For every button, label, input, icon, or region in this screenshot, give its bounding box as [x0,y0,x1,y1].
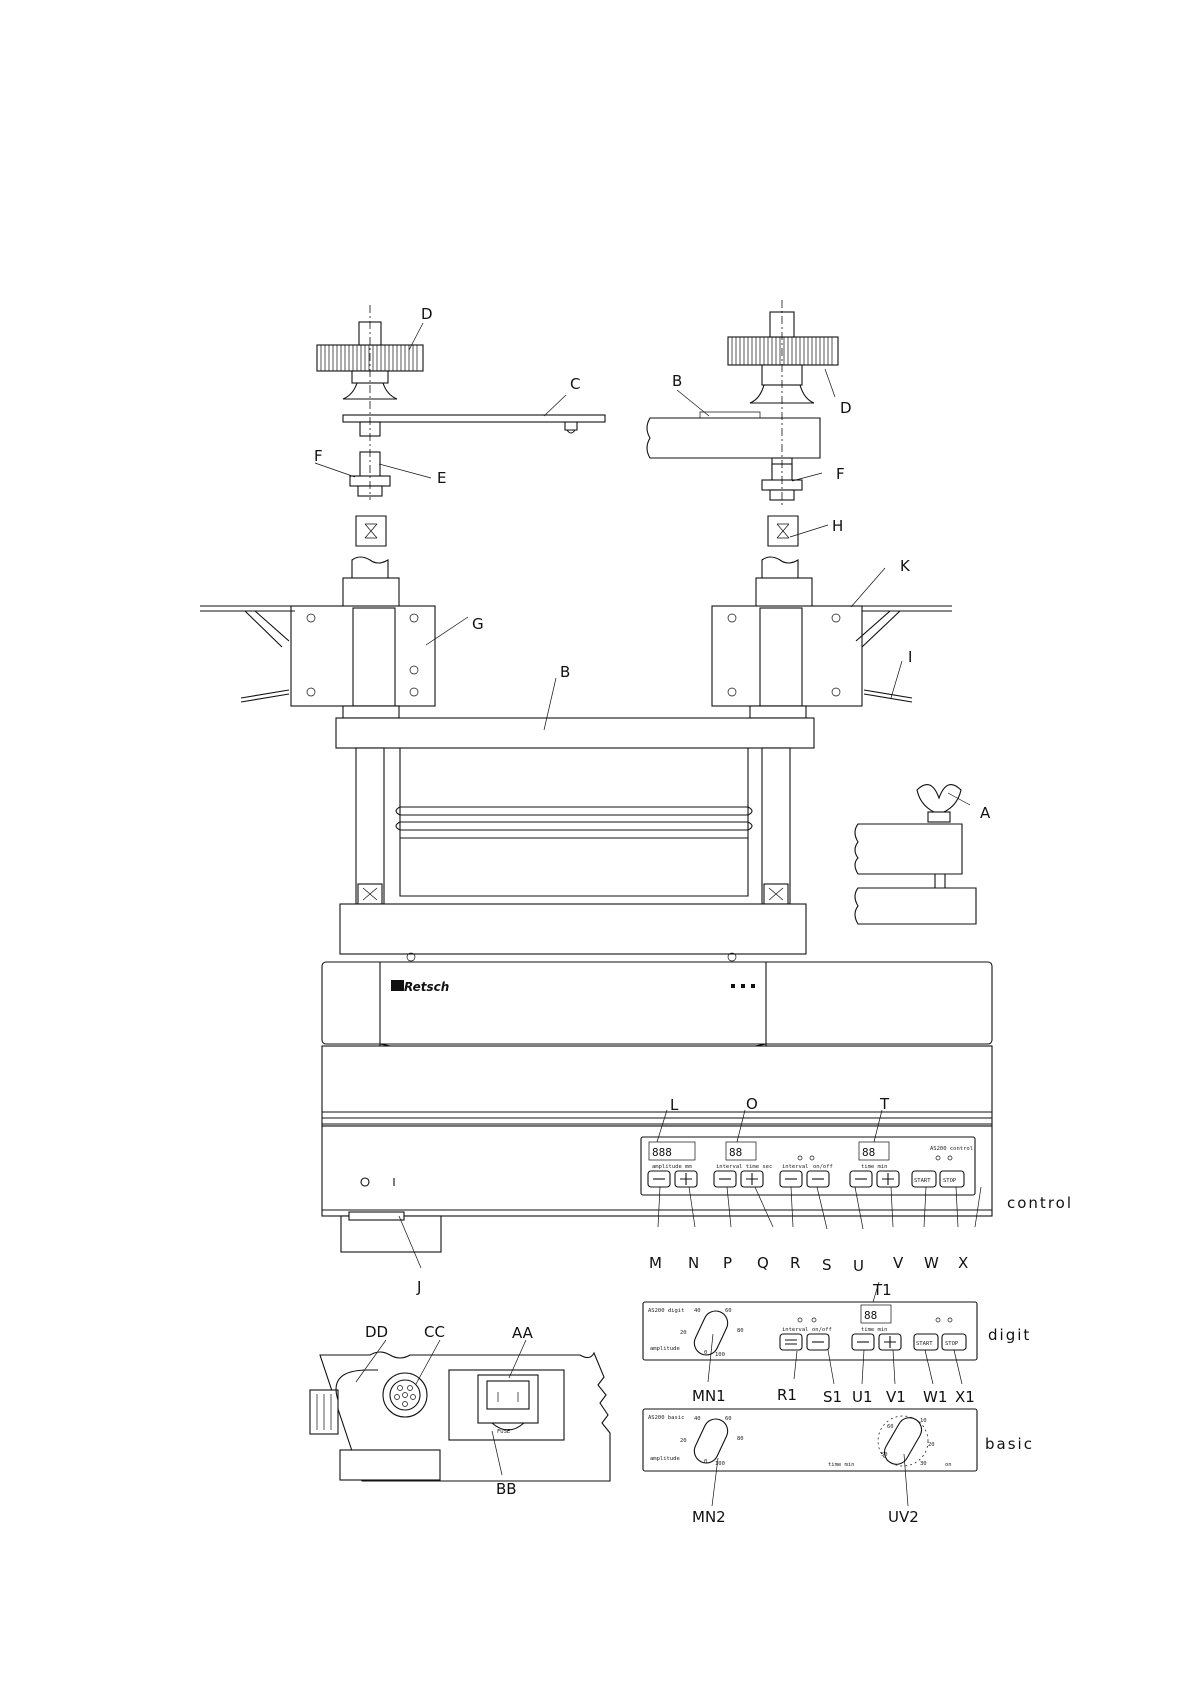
svg-text:AS200 digit: AS200 digit [648,1308,685,1314]
svg-text:on/off: on/off [813,1164,833,1170]
callout-S: S [822,1256,832,1274]
callout-D: D [421,305,433,323]
svg-text:on: on [945,1462,952,1468]
variant-basic: basic [985,1435,1034,1453]
svg-text:START: START [916,1341,933,1347]
callout-AA: AA [512,1324,533,1342]
callout-R1: R1 [777,1386,797,1404]
svg-text:80: 80 [737,1436,744,1442]
svg-text:STOP: STOP [945,1341,959,1347]
left-spindle-assembly [317,305,605,578]
svg-text:40: 40 [694,1416,701,1422]
svg-text:0: 0 [704,1459,708,1465]
svg-text:100: 100 [715,1461,725,1467]
callout-X: X [958,1254,969,1272]
basic-panel [643,1409,977,1471]
right-spindle-assembly [647,300,838,578]
left-drive-arm [343,415,605,422]
svg-text:amplitude mm: amplitude mm [652,1164,692,1170]
callout-S1: S1 [823,1388,843,1406]
callout-F: F [314,447,323,465]
svg-text:88: 88 [864,1309,878,1322]
svg-text:30: 30 [920,1461,927,1467]
rear-connector-detail [310,1352,610,1481]
digit-time-minus-button[interactable] [852,1334,874,1350]
svg-text:interval time sec: interval time sec [716,1164,773,1170]
callout-G: G [472,615,484,633]
clamping-frame [200,578,952,954]
callout-B-upper: B [672,372,683,390]
callout-F-right: F [836,465,845,483]
svg-text:20: 20 [680,1438,687,1444]
detail-wing-nut [855,785,976,924]
left-column [356,748,384,904]
digit-start-button[interactable] [914,1334,938,1350]
svg-text:STOP: STOP [943,1178,957,1184]
callout-R: R [790,1254,801,1272]
svg-text:on/off: on/off [812,1327,832,1333]
svg-text:40: 40 [694,1308,701,1314]
brand-logo: Retsch [404,980,450,994]
digit-time-plus-button[interactable] [879,1334,901,1350]
callout-D-right: D [840,399,852,417]
callout-BB: BB [496,1480,517,1498]
svg-text:60: 60 [725,1308,732,1314]
right-gear [728,337,838,365]
svg-text:88: 88 [862,1146,876,1159]
callout-H: H [832,517,844,535]
callout-MN2: MN2 [692,1508,726,1526]
callout-C: C [570,375,581,393]
svg-text:amplitude: amplitude [650,1346,680,1352]
svg-text:AS200 control: AS200 control [930,1146,974,1152]
top-crossbar [336,718,814,748]
callout-CC: CC [424,1323,445,1341]
svg-text:80: 80 [737,1328,744,1334]
variant-control: control [1007,1194,1073,1212]
svg-text:0: 0 [704,1350,708,1356]
callout-A: A [980,804,991,822]
retsch-logo-mark [391,980,404,991]
svg-text:time min: time min [861,1164,888,1170]
svg-text:START: START [914,1178,931,1184]
callout-J: J [417,1278,422,1296]
svg-text:100: 100 [715,1352,725,1358]
callout-N: N [688,1254,700,1272]
svg-text:60: 60 [887,1424,894,1430]
digit-onoff-button[interactable] [807,1334,829,1350]
callout-DD: DD [365,1323,389,1341]
callout-B: B [560,663,571,681]
callout-I: I [908,648,913,666]
svg-text:time min: time min [828,1462,855,1468]
svg-text:88: 88 [729,1146,743,1159]
callout-K: K [900,557,910,575]
callout-O: O [746,1095,758,1113]
callout-M: M [649,1254,662,1272]
drive-unit-housing [322,953,992,1252]
callout-L: L [670,1096,679,1114]
callout-V1: V1 [886,1388,906,1406]
fuse-label: FUSE [497,1429,511,1435]
svg-text:888: 888 [652,1146,672,1159]
svg-text:time min: time min [861,1327,888,1333]
callout-UV2: UV2 [888,1508,919,1526]
base-plate [340,904,806,954]
variant-digit: digit [988,1326,1032,1344]
callout-W1: W1 [923,1388,948,1406]
callout-E: E [437,469,447,487]
svg-text:amplitude: amplitude [650,1456,680,1462]
basic-amplitude-knob[interactable] [690,1415,731,1467]
digit-interval-button[interactable] [780,1334,802,1350]
right-drive-arm [647,418,820,458]
callout-W: W [924,1254,939,1272]
callout-U: U [853,1257,864,1275]
digit-stop-button[interactable] [942,1334,966,1350]
right-column [762,748,790,904]
svg-text:interval: interval [782,1327,809,1333]
svg-text:10: 10 [920,1418,927,1424]
callout-V: V [893,1254,904,1272]
svg-text:20: 20 [680,1330,687,1336]
callout-T: T [880,1095,890,1113]
digit-panel [643,1302,977,1360]
callout-MN1: MN1 [692,1387,726,1405]
left-housing [291,606,435,706]
svg-text:20: 20 [928,1442,935,1448]
callout-T1: T1 [873,1281,892,1299]
callout-U1: U1 [852,1388,873,1406]
svg-text:AS200 basic: AS200 basic [648,1415,685,1421]
callout-P: P [723,1254,733,1272]
svg-text:50: 50 [881,1452,888,1458]
svg-text:interval: interval [782,1164,809,1170]
svg-text:60: 60 [725,1416,732,1422]
callout-X1: X1 [955,1388,975,1406]
callout-Q: Q [757,1254,769,1272]
